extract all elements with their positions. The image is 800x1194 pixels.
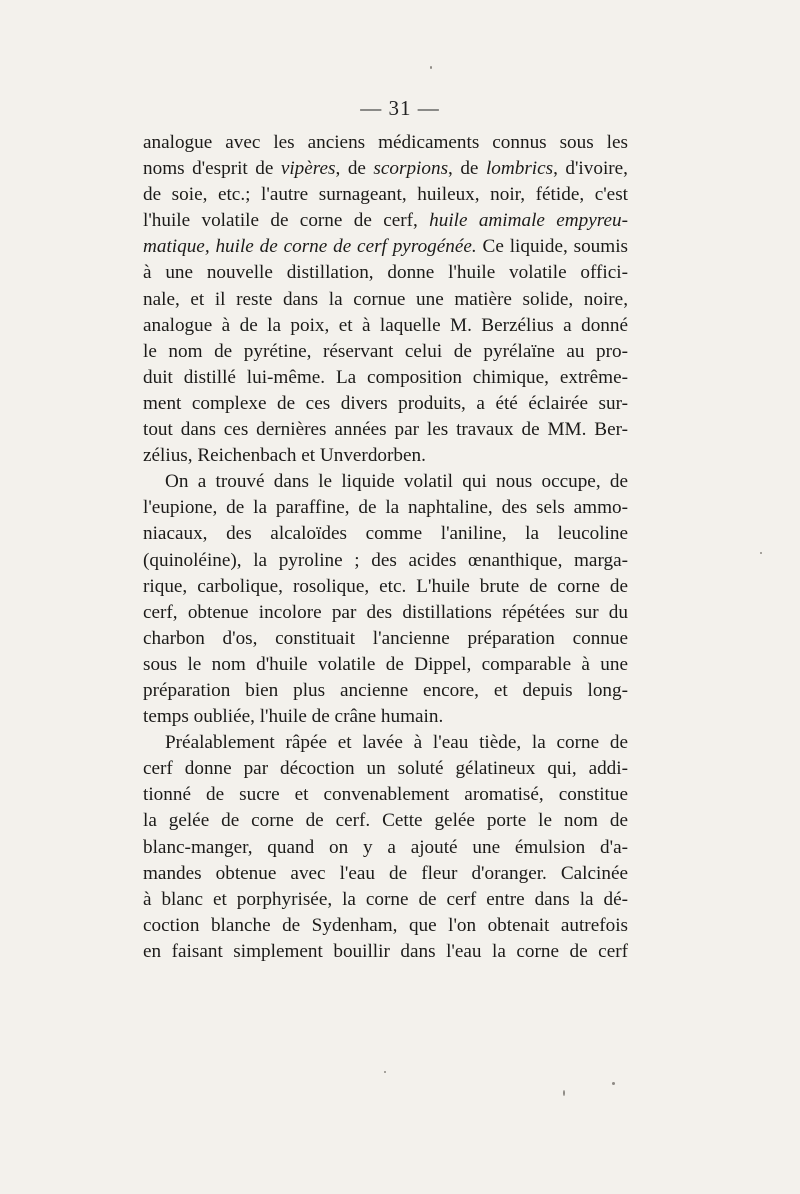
paper-speck (612, 1082, 615, 1085)
text-line: charbon d'os, constituait l'ancienne préparation connue (143, 627, 628, 649)
page-number: — 31 — (360, 96, 440, 120)
text-line: l'eupione, de la paraffine, de la naphtaline, des sels ammo- (143, 497, 628, 519)
text-line: sous le nom d'huile volatile de Dippel, comparable à une (143, 653, 628, 675)
text-line: la gelée de corne de cerf. Cette gelée porte le nom de (143, 810, 628, 832)
text-line: rique, carbolique, rosolique, etc. L'huile brute de corne de (143, 575, 628, 597)
text-line: tionné de sucre et convenablement aromatisé, constitue (143, 784, 628, 806)
paper-speck (430, 66, 432, 69)
text-line: cerf donne par décoction un soluté gélatineux qui, addi- (143, 758, 628, 780)
text-line: ment complexe de ces divers produits, a été éclairée sur- (143, 392, 628, 414)
text-line: préparation bien plus ancienne encore, et depuis long- (143, 679, 628, 701)
text-line: coction blanche de Sydenham, que l'on obtenait autrefois (143, 914, 628, 936)
paragraph-start-line: On a trouvé dans le liquide volatil qui nous occupe, de (165, 471, 628, 493)
text-line: cerf, obtenue incolore par des distillations répétées sur du (143, 601, 628, 623)
paper-speck (563, 1090, 565, 1096)
paragraph-start-line: Préalablement râpée et lavée à l'eau tiède, la corne de (165, 732, 628, 754)
text-line: noms d'esprit de vipères, de scorpions, de lombrics, d'ivoire, (143, 158, 628, 180)
text-line: temps oubliée, l'huile de crâne humain. (143, 706, 444, 728)
text-line: en faisant simplement bouillir dans l'eau la corne de cerf (143, 940, 628, 962)
text-line: le nom de pyrétine, réservant celui de pyrélaïne au pro- (143, 340, 628, 362)
text-line: tout dans ces dernières années par les travaux de MM. Ber- (143, 419, 628, 441)
text-line: à blanc et porphyrisée, la corne de cerf entre dans la dé- (143, 888, 628, 910)
paper-speck (384, 1071, 386, 1073)
text-line: l'huile volatile de corne de cerf, huile amimale empyreu- (143, 210, 628, 232)
text-line: zélius, Reichenbach et Unverdorben. (143, 445, 426, 467)
text-line: blanc-manger, quand on y a ajouté une émulsion d'a- (143, 836, 628, 858)
text-line: (quinoléine), la pyroline ; des acides œnanthique, marga- (143, 549, 628, 571)
body-text (143, 130, 628, 965)
paper-speck (760, 552, 762, 554)
text-line: à une nouvelle distillation, donne l'huile volatile offici- (143, 262, 628, 284)
text-line: nale, et il reste dans la cornue une matière solide, noire, (143, 288, 628, 310)
text-line: matique, huile de corne de cerf pyrogénée. Ce liquide, soumis (143, 236, 628, 258)
text-line: analogue avec les anciens médicaments connus sous les (143, 132, 628, 153)
text-line: duit distillé lui-même. La composition chimique, extrême- (143, 366, 628, 388)
text-line: de soie, etc.; l'autre surnageant, huileux, noir, fétide, c'est (143, 184, 628, 206)
text-line: niacaux, des alcaloïdes comme l'aniline, la leucoline (143, 523, 628, 545)
text-line: mandes obtenue avec l'eau de fleur d'oranger. Calcinée (143, 862, 628, 884)
text-line: analogue à de la poix, et à laquelle M. Berzélius a donné (143, 314, 628, 336)
